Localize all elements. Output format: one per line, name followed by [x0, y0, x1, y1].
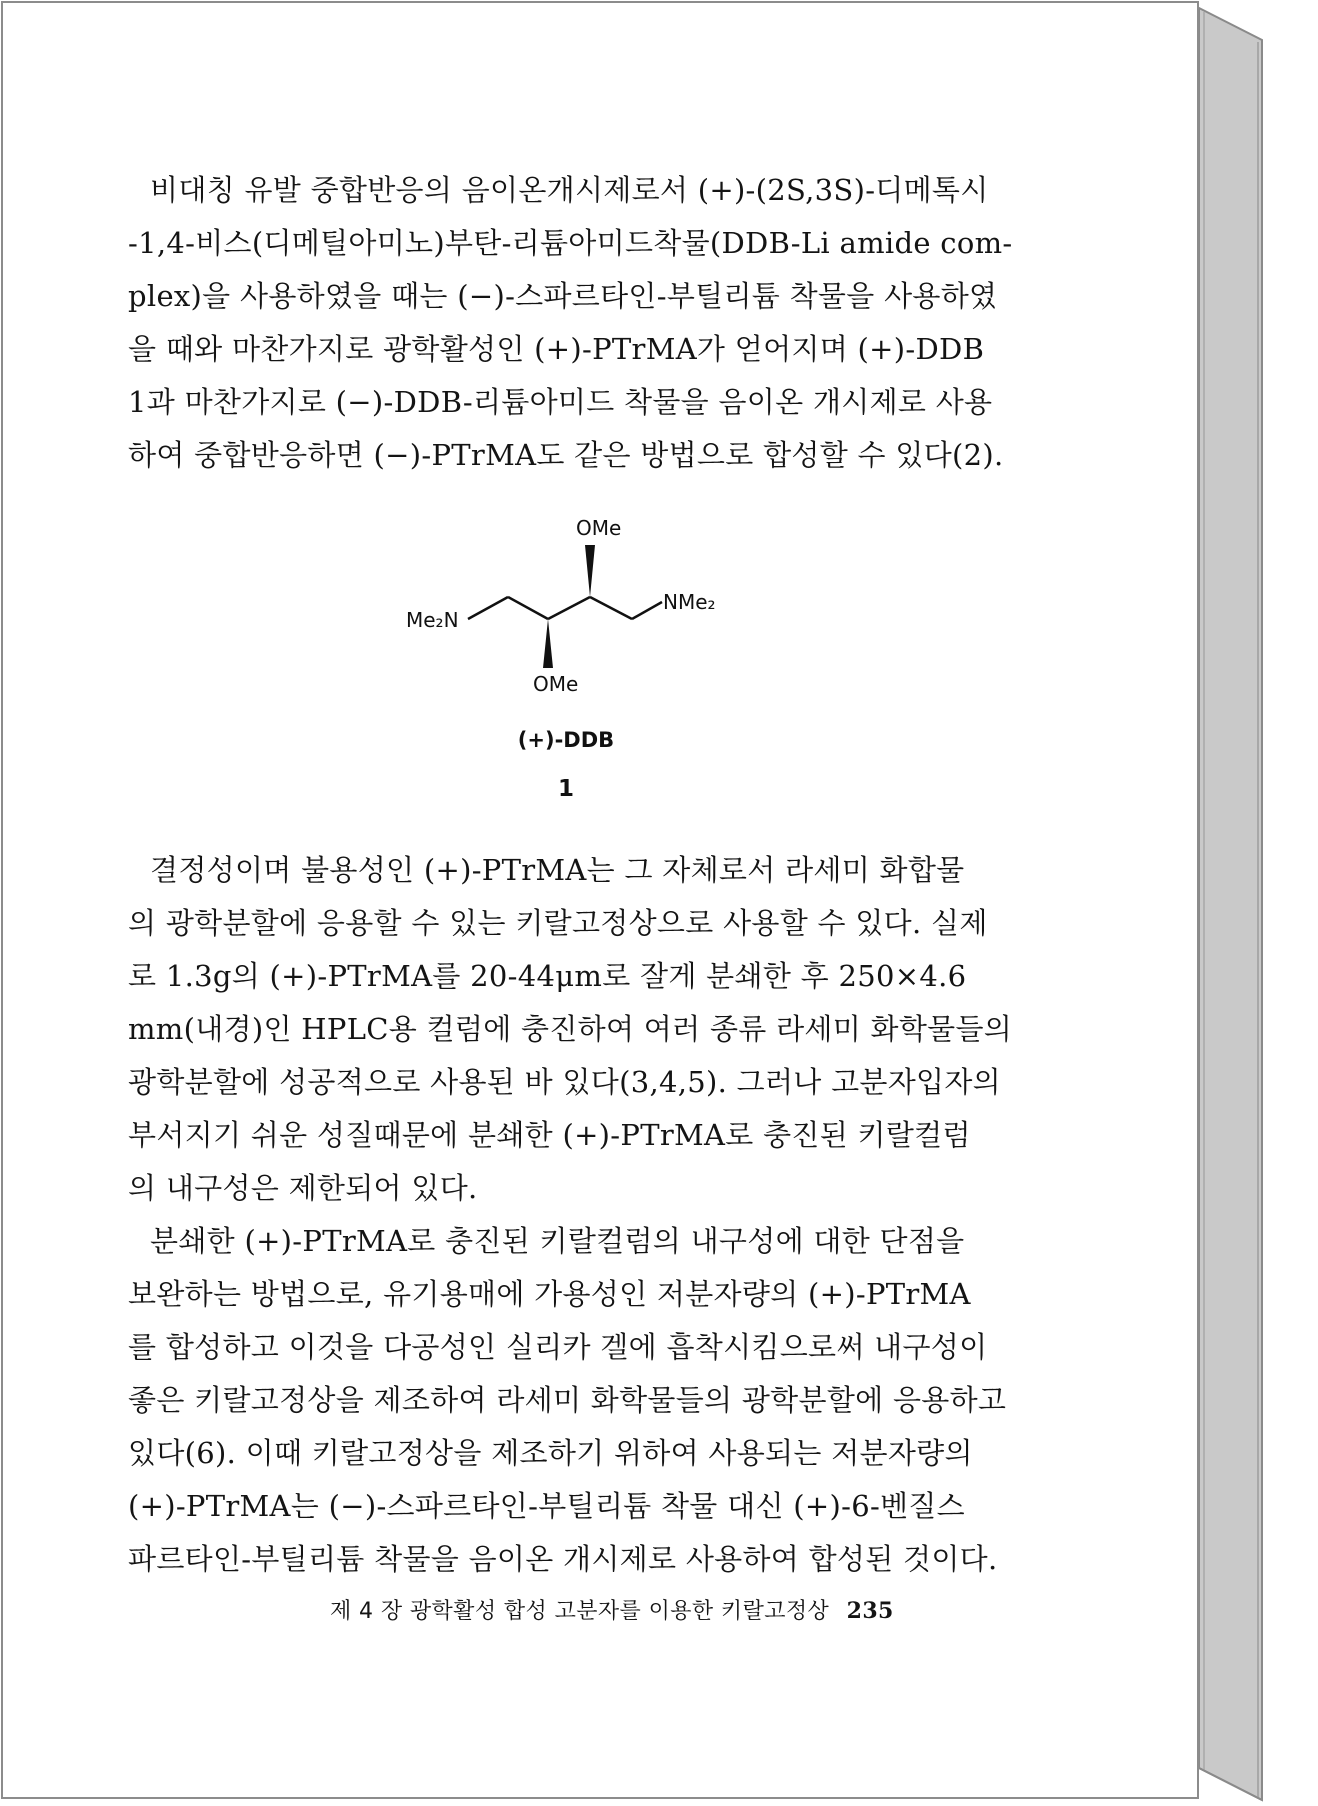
- bond: [548, 597, 590, 619]
- page-face: [1, 1, 1199, 1799]
- text-line: 의 내구성은 제한되어 있다.: [128, 1171, 478, 1205]
- text-line: 을 때와 마찬가지로 광학활성인 (+)-PTrMA가 얻어지며 (+)-DDB: [128, 332, 985, 366]
- ddb-structure: [380, 505, 760, 725]
- right-nme2-label: NMe₂: [663, 590, 716, 614]
- text-line: 부서지기 쉬운 성질때문에 분쇄한 (+)-PTrMA로 충진된 키랄컬럼: [128, 1118, 971, 1152]
- bond: [632, 602, 662, 619]
- text-line: 결정성이며 불용성인 (+)-PTrMA는 그 자체로서 라세미 화합물: [150, 853, 965, 887]
- text-line: 하여 중합반응하면 (−)-PTrMA도 같은 방법으로 합성할 수 있다(2).: [128, 438, 1004, 472]
- text-line: plex)을 사용하였을 때는 (−)-스파르타인-부틸리튬 착물을 사용하였: [128, 279, 998, 313]
- page-number: 235: [846, 1598, 894, 1624]
- text-line: -1,4-비스(디메틸아미노)부탄-리튬아미드착물(DDB-Li amide com-: [128, 226, 1013, 260]
- structure-name: (+)-DDB: [517, 728, 615, 752]
- text-line: 1과 마찬가지로 (−)-DDB-리튬아미드 착물을 음이온 개시제로 사용: [128, 385, 993, 419]
- text-line: (+)-PTrMA는 (−)-스파르타인-부틸리튬 착물 대신 (+)-6-벤질스: [128, 1489, 965, 1523]
- top-ome-label: OMe: [576, 516, 622, 540]
- bond: [508, 597, 548, 619]
- text-line: 좋은 키랄고정상을 제조하여 라세미 화학물들의 광학분할에 응용하고: [128, 1383, 1007, 1417]
- text-line: 비대칭 유발 중합반응의 음이온개시제로서 (+)-(2S,3S)-디메톡시: [150, 173, 989, 207]
- text-line: 광학분할에 성공적으로 사용된 바 있다(3,4,5). 그러나 고분자입자의: [128, 1065, 1001, 1099]
- structure-number: 1: [557, 776, 574, 802]
- text-line: 의 광학분할에 응용할 수 있는 키랄고정상으로 사용할 수 있다. 실제: [128, 906, 988, 940]
- wedge-bond-up: [585, 545, 595, 597]
- text-line: mm(내경)인 HPLC용 컬럼에 충진하여 여러 종류 라세미 화학물들의: [128, 1012, 1013, 1046]
- left-nme2-label: Me₂N: [406, 608, 459, 632]
- wedge-bond-down: [543, 619, 553, 668]
- text-line: 있다(6). 이때 키랄고정상을 제조하기 위하여 사용되는 저분자량의: [128, 1436, 973, 1470]
- bond: [468, 597, 508, 619]
- text-line: 분쇄한 (+)-PTrMA로 충진된 키랄컬럼의 내구성에 대한 단점을: [150, 1224, 965, 1258]
- running-head: 제 4 장 광학활성 합성 고분자를 이용한 키랄고정상: [330, 1599, 830, 1624]
- bond: [590, 597, 632, 619]
- bottom-ome-label: OMe: [533, 672, 579, 696]
- text-line: 보완하는 방법으로, 유기용매에 가용성인 저분자량의 (+)-PTrMA: [128, 1277, 971, 1311]
- text-line: 로 1.3g의 (+)-PTrMA를 20-44μm로 잘게 분쇄한 후 250×4.6: [128, 959, 967, 993]
- text-line: 를 합성하고 이것을 다공성인 실리카 겔에 흡착시킴으로써 내구성이: [128, 1330, 988, 1364]
- page-footer: [330, 1594, 894, 1625]
- text-line: 파르타인-부틸리튬 착물을 음이온 개시제로 사용하여 합성된 것이다.: [128, 1542, 998, 1576]
